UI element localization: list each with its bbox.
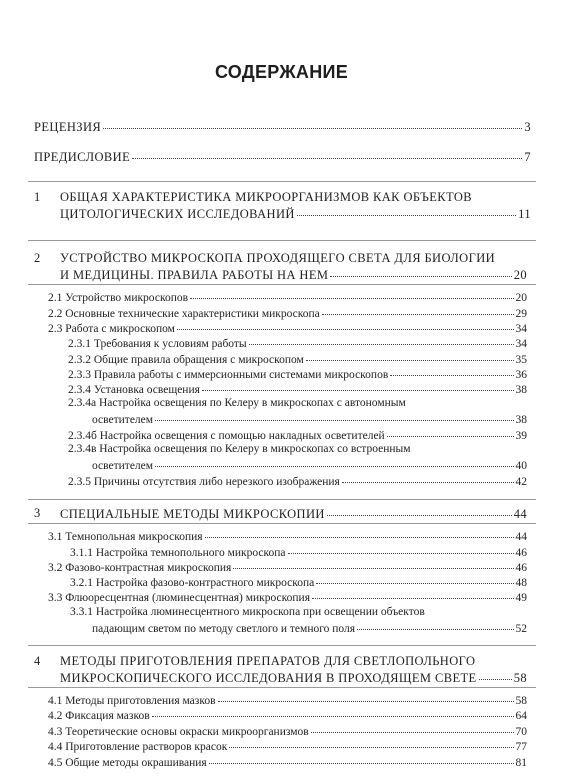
toc-entry-text: 2.3.4в Настройка освещения по Келеру в микроскопах со встроенным (68, 443, 411, 455)
dot-leader (316, 573, 513, 584)
toc-page-number: 58 (515, 695, 527, 708)
toc-entry-text: 2.3.4б Настройка освещения с помощью накладных осветителей (68, 430, 385, 443)
toc-page-number: 77 (515, 741, 527, 754)
toc-entry-2-3-1[interactable] (68, 336, 527, 350)
toc-page-number: 35 (515, 354, 527, 367)
toc-entry-4-2[interactable] (48, 708, 527, 722)
toc-entry-text: 3.2.1 Настройка фазово-контрастного микроскопа (70, 577, 315, 590)
toc-page-number: 38 (515, 414, 527, 427)
dot-leader (387, 426, 514, 437)
toc-entry-2-3-4v[interactable] (92, 458, 527, 472)
dot-leader (229, 737, 513, 748)
toc-entry-2-1[interactable] (48, 290, 527, 304)
divider (28, 687, 536, 688)
toc-page-number: 48 (515, 577, 527, 590)
toc-entry-text: 2.3.3 Правила работы с иммерсионными системами микроскопов (68, 369, 389, 382)
chapter-title-line: МИКРОСКОПИЧЕСКОГО ИССЛЕДОВАНИЯ В ПРОХОДЯЩЕМ СВЕТЕ (60, 671, 477, 686)
chapter-title-line: И МЕДИЦИНЫ. ПРАВИЛА РАБОТЫ НА НЕМ (60, 268, 329, 283)
toc-page-number: 29 (515, 308, 527, 321)
dot-leader (297, 204, 516, 216)
toc-page-number: 20 (513, 268, 527, 283)
chapter-title-line: МЕТОДЫ ПРИГОТОВЛЕНИЯ ПРЕПАРАТОВ ДЛЯ СВЕТЛОПОЛЬНОГО (60, 654, 476, 668)
dot-leader (155, 410, 513, 421)
toc-page-number: 11 (518, 207, 531, 222)
toc-entry-4-5[interactable] (48, 755, 527, 769)
toc-page-number: 49 (515, 592, 527, 605)
toc-entry-text: 4.1 Методы приготовления мазков (48, 695, 216, 708)
toc-page-number: 58 (513, 671, 527, 686)
toc-entry-3-3[interactable] (48, 590, 527, 604)
dot-leader (357, 619, 513, 630)
toc-page-number: 34 (515, 338, 527, 351)
toc-entry-chapter-4[interactable] (60, 670, 527, 686)
toc-entry-chapter-3[interactable] (60, 506, 527, 522)
toc-page-number: 42 (515, 476, 527, 489)
divider (28, 645, 536, 646)
toc-entry-text: 4.3 Теоретические основы окраски микроорганизмов (48, 726, 309, 739)
toc-entry-chapter-1[interactable] (60, 206, 531, 222)
toc-entry-2-3-4b[interactable] (68, 428, 527, 442)
dot-leader (390, 365, 513, 376)
toc-entry-text: 3.3 Флюоресцентная (люминесцентная) микроскопия (48, 592, 310, 605)
toc-page-number: 52 (515, 623, 527, 636)
dot-leader (209, 753, 514, 764)
divider (28, 523, 536, 524)
toc-entry-text: 2.3.2 Общие правила обращения с микроскопом (68, 354, 304, 367)
toc-page-number: 46 (515, 562, 527, 575)
toc-page-number: 20 (515, 292, 527, 305)
toc-entry-text: 2.3.4 Установка освещения (68, 384, 200, 397)
dot-leader (330, 265, 511, 277)
toc-entry-text: 2.3.4а Настройка освещения по Келеру в микроскопах с автономным (68, 397, 406, 409)
toc-entry-text: осветителем (92, 414, 154, 427)
toc-entry-text: РЕЦЕНЗИЯ (34, 120, 102, 135)
page-title: СОДЕРЖАНИЕ (214, 62, 349, 82)
toc-entry-2-3-5[interactable] (68, 474, 527, 488)
toc-page-number: 7 (524, 150, 531, 165)
dot-leader (152, 706, 514, 717)
toc-page-number: 36 (515, 369, 527, 382)
toc-page-number: 3 (524, 120, 531, 135)
chapter-number: 1 (34, 190, 41, 204)
chapter-title-line: ЦИТОЛОГИЧЕСКИХ ИССЛЕДОВАНИЙ (60, 207, 295, 222)
toc-entry-text: 4.5 Общие методы окрашивания (48, 757, 207, 770)
toc-page-number: 46 (515, 547, 527, 560)
dot-leader (202, 380, 514, 391)
toc-entry-3-3-1[interactable] (92, 621, 527, 635)
toc-entry-text: 4.2 Фиксация мазков (48, 710, 150, 723)
toc-page-number: 40 (515, 460, 527, 473)
toc-entry-chapter-2[interactable] (60, 267, 527, 283)
dot-leader (311, 722, 514, 733)
toc-entry-text: 2.3.5 Причины отсутствия либо нерезкого изображения (68, 476, 340, 489)
dot-leader (249, 334, 514, 345)
divider (28, 284, 536, 285)
toc-entry-text: 2.3.1 Требования к условиям работы (68, 338, 247, 351)
dot-leader (233, 558, 513, 569)
toc-page-number: 64 (515, 710, 527, 723)
toc-entry-4-4[interactable] (48, 739, 527, 753)
toc-entry-text: 3.1 Темнопольная микроскопия (48, 531, 203, 544)
toc-entry-text: ПРЕДИСЛОВИЕ (34, 150, 131, 165)
dot-leader (103, 117, 522, 129)
dot-leader (132, 147, 522, 159)
toc-entry-text: 3.2 Фазово-контрастная микроскопия (48, 562, 232, 575)
chapter-number: 4 (34, 654, 41, 668)
toc-entry-text: 3.3.1 Настройка люминесцентного микроскопа при освещении объектов (70, 606, 425, 618)
toc-entry-text: падающим светом по методу светлого и темного поля (92, 623, 356, 636)
dot-leader (312, 588, 514, 599)
chapter-number: 3 (34, 506, 41, 520)
chapter-number: 2 (34, 251, 41, 265)
toc-entry-text: 2.1 Устройство микроскопов (48, 292, 189, 305)
dot-leader (322, 304, 514, 315)
toc-page-number: 70 (515, 726, 527, 739)
toc-entry-review[interactable] (34, 119, 531, 135)
dot-leader (479, 668, 512, 680)
toc-page-number: 34 (515, 323, 527, 336)
toc-entry-2-3-4[interactable] (68, 382, 527, 396)
toc-entry-text: 2.3 Работа с микроскопом (48, 323, 175, 336)
chapter-title-line: УСТРОЙСТВО МИКРОСКОПА ПРОХОДЯЩЕГО СВЕТА ДЛЯ БИОЛОГИИ (60, 251, 496, 265)
dot-leader (306, 350, 514, 361)
toc-entry-text: 3.1.1 Настройка темнопольного микроскопа (70, 547, 286, 560)
toc-page-number: 81 (515, 757, 527, 770)
dot-leader (218, 691, 514, 702)
chapter-title-line: СПЕЦИАЛЬНЫЕ МЕТОДЫ МИКРОСКОПИИ (60, 507, 325, 522)
divider (28, 499, 536, 500)
divider (28, 240, 536, 241)
toc-entry-text: осветителем (92, 460, 154, 473)
dot-leader (190, 288, 513, 299)
divider (28, 181, 536, 182)
toc-entry-text: 2.2 Основные технические характеристики микроскопа (48, 308, 320, 321)
toc-entry-text: 4.4 Приготовление растворов красок (48, 741, 228, 754)
toc-entry-3-1[interactable] (48, 529, 527, 543)
toc-page-number: 39 (515, 430, 527, 443)
toc-entry-preface[interactable] (34, 149, 531, 165)
dot-leader (288, 543, 514, 554)
dot-leader (155, 456, 513, 467)
dot-leader (205, 527, 514, 538)
toc-page-number: 38 (515, 384, 527, 397)
toc-entry-2-3-4a[interactable] (92, 412, 527, 426)
toc-page-number: 44 (513, 507, 527, 522)
toc-page-number: 44 (515, 531, 527, 544)
chapter-title-line: ОБЩАЯ ХАРАКТЕРИСТИКА МИКРООРГАНИЗМОВ КАК ОБЪЕКТОВ (60, 190, 473, 204)
dot-leader (327, 504, 512, 516)
dot-leader (342, 472, 514, 483)
dot-leader (177, 319, 514, 330)
